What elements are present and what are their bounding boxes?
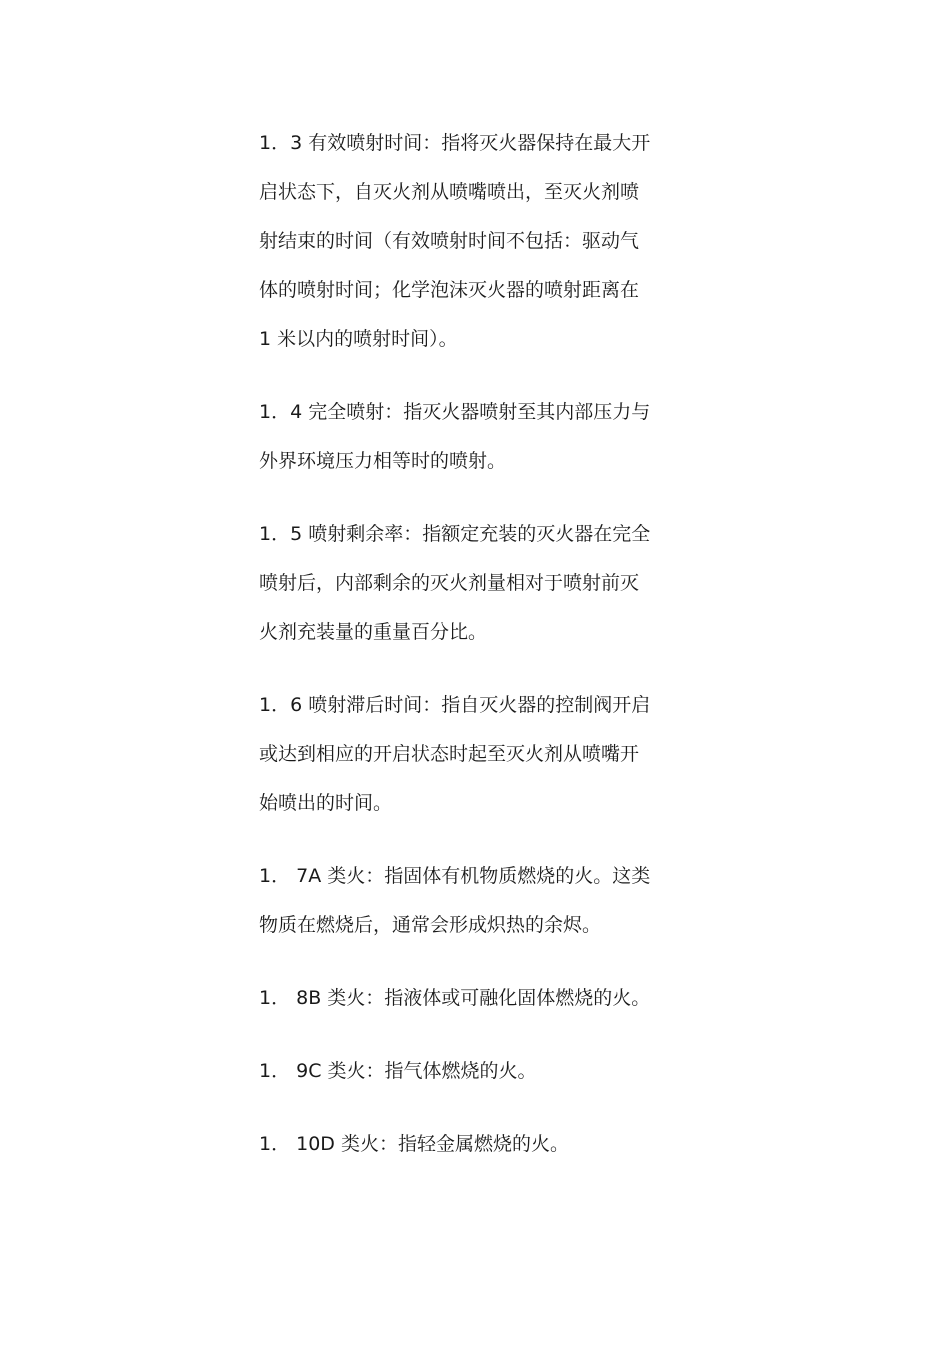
paragraph-spray-delay-time <box>259 681 679 828</box>
text-line: 喷射后，内部剩余的灭火剂量相对于喷射前灭 <box>259 572 640 594</box>
paragraph-complete-spray <box>259 388 679 486</box>
paragraph-class-d-fire <box>259 1120 679 1169</box>
text-line: 外界环境压力相等时的喷射。 <box>259 450 507 472</box>
paragraph-spray-residual-rate <box>259 510 679 657</box>
text-line: 1 米以内的喷射时间）。 <box>259 328 458 350</box>
paragraph-class-a-fire <box>259 852 679 950</box>
document-body <box>259 119 679 1169</box>
paragraph-class-c-fire <box>259 1047 679 1096</box>
text-line: 物质在燃烧后，通常会形成炽热的余烬。 <box>259 914 602 936</box>
text-line: 1． 9C 类火：指气体燃烧的火。 <box>259 1060 537 1082</box>
text-line: 始喷出的时间。 <box>259 792 393 814</box>
text-line: 体的喷射时间；化学泡沫灭火器的喷射距离在 <box>259 279 640 301</box>
text-line: 启状态下，自灭火剂从喷嘴喷出，至灭火剂喷 <box>259 181 640 203</box>
text-line: 1．5 喷射剩余率：指额定充装的灭火器在完全 <box>259 523 651 545</box>
text-line: 1． 7A 类火：指固体有机物质燃烧的火。这类 <box>259 865 651 887</box>
text-line: 射结束的时间（有效喷射时间不包括：驱动气 <box>259 230 640 252</box>
text-line: 火剂充装量的重量百分比。 <box>259 621 488 643</box>
text-line: 1．4 完全喷射：指灭火器喷射至其内部压力与 <box>259 401 651 423</box>
text-line: 1．3 有效喷射时间：指将灭火器保持在最大开 <box>259 132 651 154</box>
text-line: 1． 10D 类火：指轻金属燃烧的火。 <box>259 1133 569 1155</box>
text-line: 1．6 喷射滞后时间：指自灭火器的控制阀开启 <box>259 694 651 716</box>
text-line: 或达到相应的开启状态时起至灭火剂从喷嘴开 <box>259 743 640 765</box>
paragraph-effective-spray-time <box>259 119 679 364</box>
paragraph-class-b-fire <box>259 974 679 1023</box>
text-line: 1． 8B 类火：指液体或可融化固体燃烧的火。 <box>259 987 651 1009</box>
